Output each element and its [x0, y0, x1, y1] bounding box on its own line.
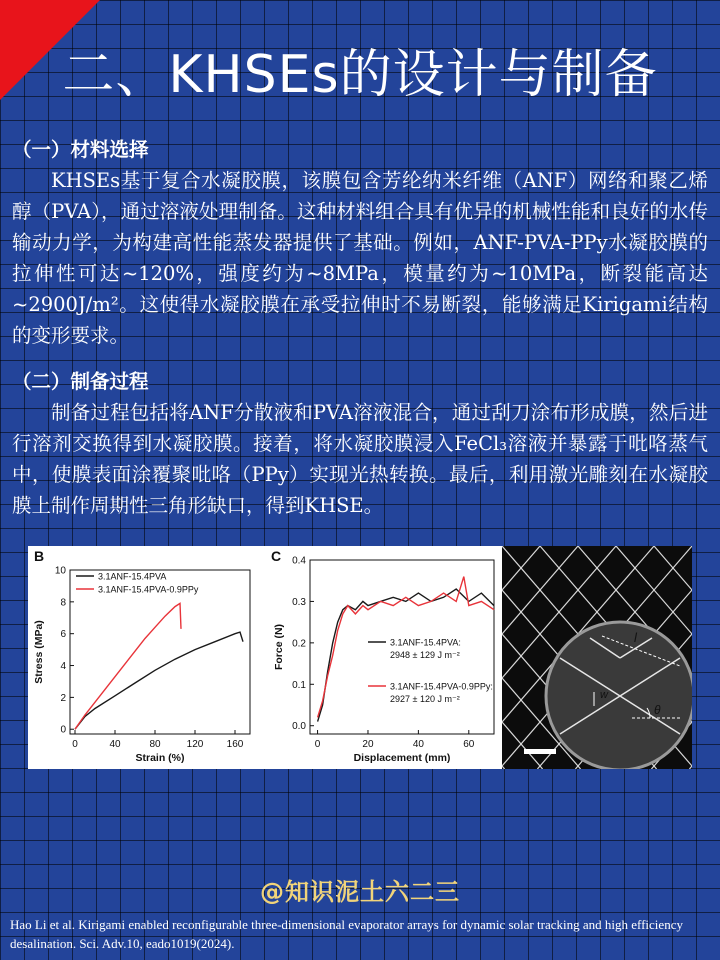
y-tick-label: 10 — [54, 565, 66, 577]
panel-label-c: C — [271, 548, 282, 564]
section-paragraph: 制备过程包括将ANF分散液和PVA溶液混合，通过刮刀涂布形成膜，然后进行溶剂交换得到水凝胶膜。接着，将水凝胶膜浸入FeCl₃溶液并暴露于吡咯蒸气中，使膜表面涂覆聚吡咯（PPy）实现光热转换。最后，利用激光雕刻在水凝胶膜上制作周期性三角形缺口，得到KHSE。 — [12, 401, 708, 517]
y-tick-label: 0.2 — [292, 638, 306, 650]
y-tick-label: 8 — [60, 597, 66, 609]
y-tick-label: 0.0 — [292, 721, 306, 733]
x-tick-label: 0 — [72, 739, 78, 750]
x-tick-label: 120 — [186, 739, 204, 750]
series-line — [75, 632, 243, 729]
y-tick-label: 0.3 — [292, 596, 306, 608]
legend-annotation: 2927 ± 120 J m⁻² — [390, 694, 460, 704]
scale-bar — [524, 749, 556, 754]
y-axis-label: Force (N) — [273, 623, 285, 671]
slide-title: 二、KHSEs的设计与制备 — [62, 45, 658, 105]
watermark: @知识泥土六二三 — [260, 878, 460, 906]
section-material-selection — [12, 134, 708, 351]
legend-label: 3.1ANF-15.4PVA — [98, 571, 167, 582]
y-tick-label: 0 — [60, 724, 66, 736]
x-tick-label: 60 — [463, 739, 475, 750]
y-tick-label: 0.1 — [292, 679, 306, 691]
legend-label: 3.1ANF-15.4PVA-0.9PPy — [98, 584, 199, 595]
x-axis-label: Strain (%) — [135, 752, 185, 764]
x-tick-label: 40 — [412, 739, 424, 750]
legend-annotation: 2948 ± 129 J m⁻² — [390, 650, 460, 660]
label-l: l — [634, 630, 637, 645]
y-tick-label: 2 — [60, 692, 66, 704]
figure — [28, 546, 692, 769]
y-tick-label: 6 — [60, 629, 66, 641]
x-tick-label: 160 — [226, 739, 244, 750]
y-tick-label: 0.4 — [292, 555, 306, 567]
series-line — [75, 603, 181, 729]
x-tick-label: 20 — [362, 739, 374, 750]
x-tick-label: 80 — [149, 739, 161, 750]
citation: Hao Li et al. Kirigami enabled reconfigurable three-dimensional evaporator arrays for dynamic solar tracking and high efficiency desalination. Sci. Adv.10, eado1019(2024). — [10, 917, 683, 951]
section-preparation-process — [12, 366, 708, 521]
y-axis-label: Stress (MPa) — [33, 620, 45, 684]
section-heading: （一）材料选择 — [12, 138, 149, 161]
stress-strain-chart — [28, 546, 260, 769]
x-tick-label: 0 — [314, 739, 321, 750]
section-heading: （二）制备过程 — [12, 370, 149, 393]
label-theta: θ — [654, 703, 661, 717]
label-w: w — [600, 689, 608, 701]
legend-label: 3.1ANF-15.4PVA: — [390, 637, 461, 648]
legend-label: 3.1ANF-15.4PVA-0.9PPy: — [390, 681, 493, 692]
panel-label-b: B — [34, 548, 45, 564]
x-axis-label: Displacement (mm) — [353, 752, 451, 764]
x-tick-label: 40 — [109, 739, 121, 750]
section-paragraph: KHSEs基于复合水凝胶膜，该膜包含芳纶纳米纤维（ANF）网络和聚乙烯醇（PVA），通过溶液处理制备。这种材料组合具有优异的机械性能和良好的水传输动力学，为构建高性能蒸发器提供了基础。例如，ANF-PVA-PPy水凝胶膜的拉伸性可达~120%，强度约为~8MPa，模量约为~10MPa，断裂能高达~2900J/m²。这使得水凝胶膜在承受拉伸时不易断裂，能够满足Kirigami结构的变形要求。 — [12, 169, 708, 347]
kirigami-photo — [502, 546, 692, 769]
force-displacement-chart — [264, 546, 500, 769]
plot-frame — [70, 570, 250, 734]
y-tick-label: 4 — [60, 661, 66, 673]
